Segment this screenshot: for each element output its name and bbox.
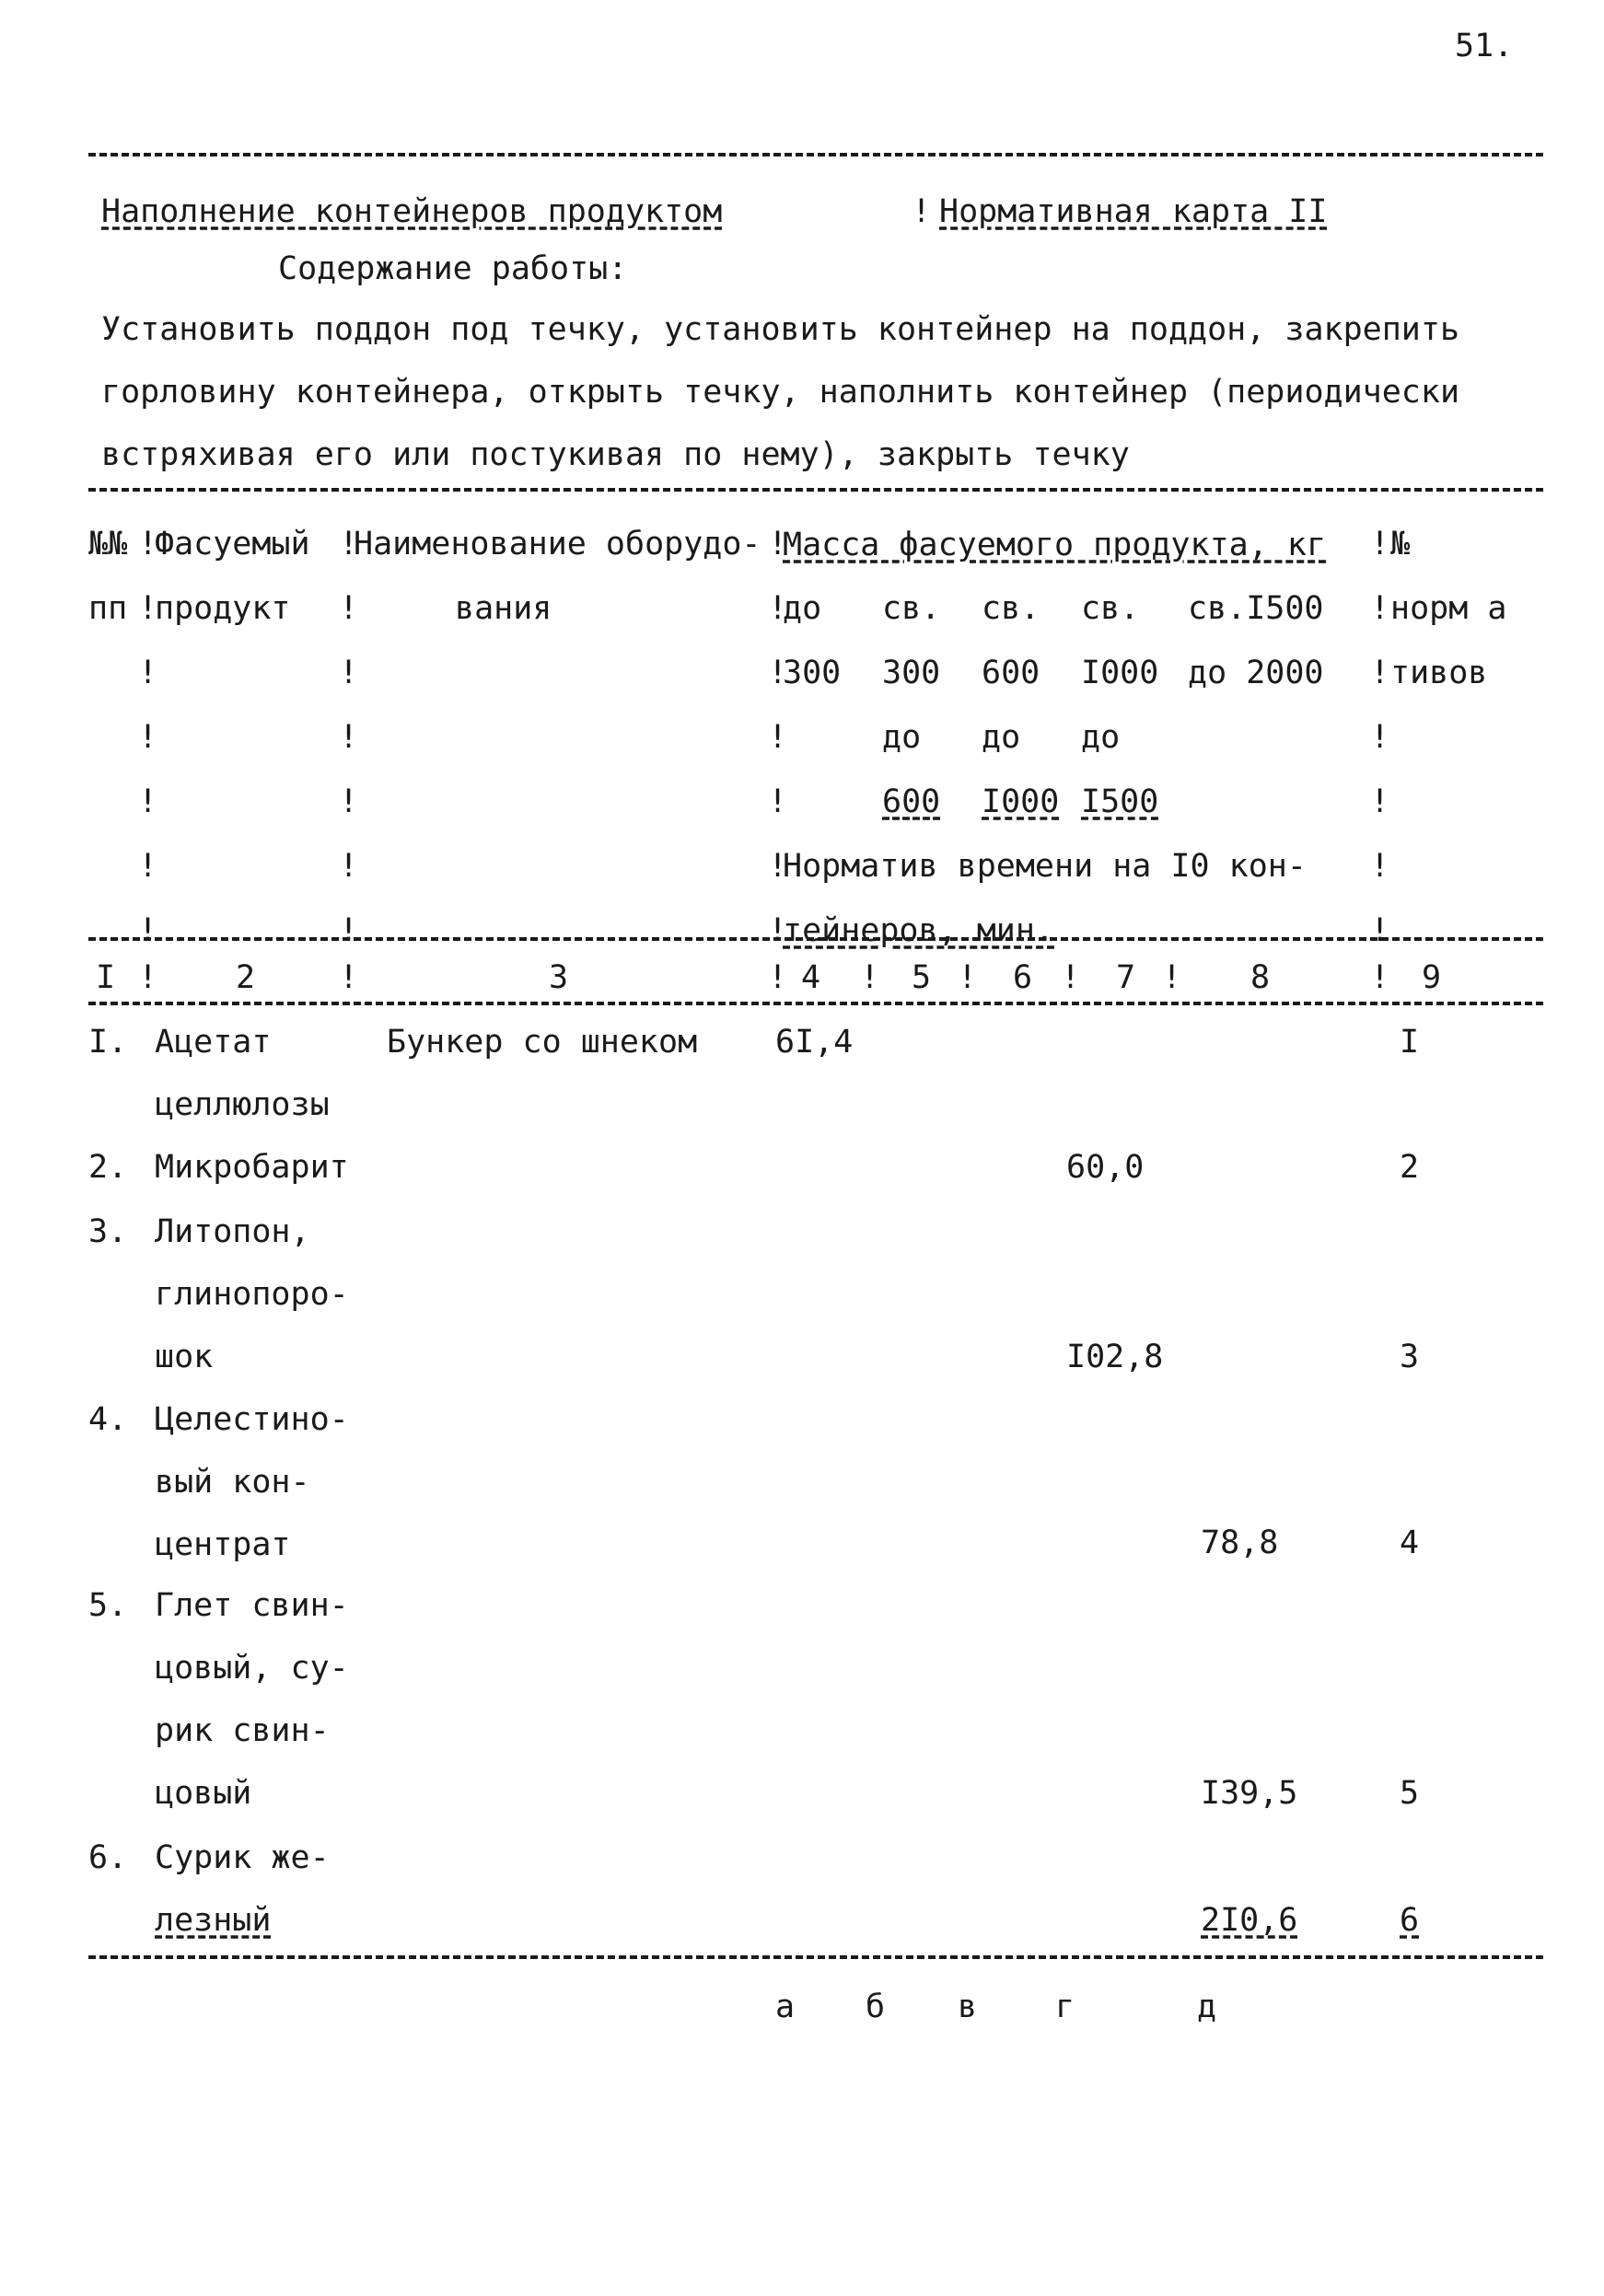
col-divider: ! ! ! ! ! ! ! <box>1370 526 1390 949</box>
footer-letter: г <box>1055 1989 1075 2025</box>
separator-table-bottom <box>88 1955 1543 1959</box>
mass-col-4: св. I000 до I500 <box>1081 590 1159 820</box>
col-divider: ! ! ! ! ! ! ! <box>339 526 359 949</box>
row-norm: 3 <box>1400 1339 1420 1375</box>
row-equipment: Бункер со шнеком <box>387 1024 698 1061</box>
col-divider: ! <box>958 959 978 996</box>
row-product: Ацетат целлюлозы <box>155 1024 330 1123</box>
row-number: 6. <box>88 1839 128 1876</box>
work-content-line: встряхивая его или постукивая по нему), закрыть течку <box>101 436 1130 473</box>
row-norm: 4 <box>1400 1525 1420 1561</box>
footer-letter: б <box>866 1989 886 2025</box>
mass-header: Масса фасуемого продукта, кг <box>783 527 1327 563</box>
col-divider: ! <box>1162 959 1182 996</box>
col-number: 2 <box>236 959 256 996</box>
mass-col-2: св. 300 до 600 <box>882 590 941 820</box>
row-value: 78,8 <box>1201 1525 1279 1561</box>
footer-letter: а <box>775 1989 796 2025</box>
separator-col-numbers <box>88 1002 1543 1005</box>
footer-letter: в <box>958 1989 978 2025</box>
mass-col-5: св.I500 до 2000 <box>1188 590 1324 691</box>
row-value: I02,8 <box>1066 1339 1164 1375</box>
row-product: Сурик же- лезный <box>155 1839 330 1939</box>
col-header-number: №№ пп <box>88 526 128 627</box>
col-divider: ! <box>860 959 880 996</box>
row-norm: 5 <box>1400 1775 1420 1812</box>
header-divider: ! <box>912 193 932 230</box>
separator-top <box>88 153 1543 157</box>
row-value: I39,5 <box>1201 1775 1298 1812</box>
col-number: 5 <box>912 959 932 996</box>
work-content-title: Содержание работы: <box>278 250 628 287</box>
col-header-norm: № норм а тивов <box>1390 526 1507 691</box>
row-number: 2. <box>88 1149 128 1186</box>
row-product: Микробарит <box>155 1149 349 1186</box>
mass-col-3: св. 600 до I000 <box>982 590 1060 820</box>
row-norm: 2 <box>1400 1149 1420 1186</box>
col-number: 6 <box>1013 959 1033 996</box>
card-title: Наполнение контейнеров продуктом <box>101 193 723 230</box>
col-divider: ! <box>768 959 788 996</box>
row-number: 3. <box>88 1213 128 1250</box>
col-number: 8 <box>1250 959 1271 996</box>
row-norm: 6 <box>1400 1902 1420 1939</box>
row-product: Целестино- вый кон- центрат <box>155 1401 349 1563</box>
row-value: 60,0 <box>1066 1149 1145 1186</box>
row-norm: I <box>1400 1024 1420 1061</box>
time-norm-note: Норматив времени на I0 кон- тейнеров, мин. <box>783 848 1307 949</box>
row-number: 4. <box>88 1401 128 1438</box>
col-divider: ! <box>1370 959 1390 996</box>
col-number: I <box>96 959 116 996</box>
separator-header-bottom <box>88 937 1543 941</box>
col-number: 4 <box>801 959 821 996</box>
col-divider: ! <box>339 959 359 996</box>
col-divider: ! <box>138 959 158 996</box>
col-divider: ! ! ! ! ! ! ! <box>768 526 788 949</box>
col-number: 3 <box>549 959 569 996</box>
col-header-equipment: Наименование оборудо- вания <box>354 526 761 627</box>
page-number: 51. <box>1455 28 1514 64</box>
col-divider: ! <box>1061 959 1081 996</box>
row-number: 5. <box>88 1587 128 1624</box>
mass-col-1: до 300 <box>783 590 842 691</box>
separator-table-top <box>88 488 1543 492</box>
col-header-product: Фасуемый продукт <box>155 526 310 627</box>
work-content-line: горловину контейнера, открыть течку, наполнить контейнер (периодически <box>101 374 1460 411</box>
row-value: 2I0,6 <box>1201 1902 1298 1939</box>
row-value: 6I,4 <box>775 1024 854 1061</box>
col-number: 9 <box>1422 959 1442 996</box>
row-product: Глет свин- цовый, су- рик свин- цовый <box>155 1587 349 1812</box>
work-content-line: Установить поддон под течку, установить контейнер на поддон, закрепить <box>101 311 1460 348</box>
footer-letter: д <box>1197 1989 1217 2025</box>
card-number: Нормативная карта II <box>939 193 1328 230</box>
col-divider: ! ! ! ! ! ! ! <box>138 526 158 949</box>
col-number: 7 <box>1116 959 1136 996</box>
row-product: Литопон, глинопоро- шок <box>155 1213 349 1375</box>
row-number: I. <box>88 1024 128 1061</box>
